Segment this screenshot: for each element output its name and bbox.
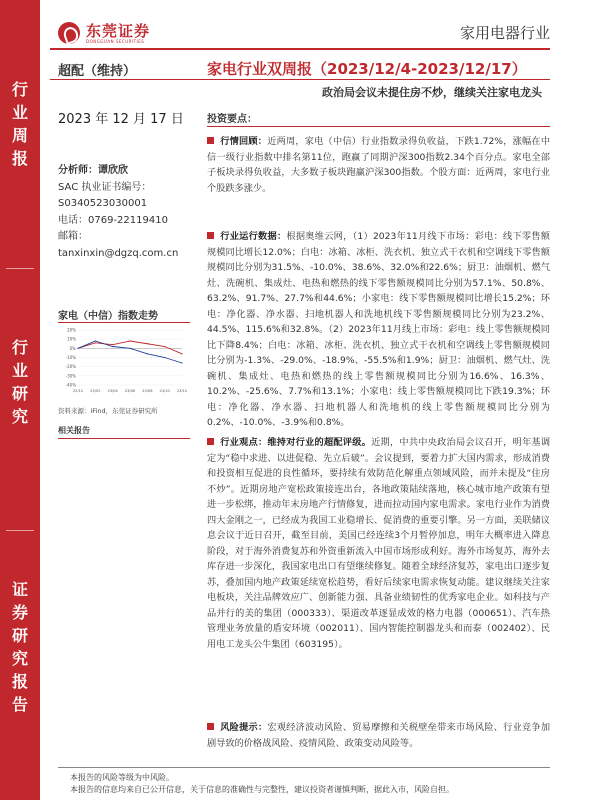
cert-label: SAC 执业证书编号： — [58, 181, 152, 193]
chart-series-line — [78, 341, 182, 354]
email-label: 邮箱： — [58, 231, 88, 242]
chart-point — [112, 344, 113, 345]
chart-y-tick-label: -20% — [65, 364, 76, 370]
chart-x-tick-label: 23/04 — [107, 389, 118, 393]
bullet-industry-view — [207, 435, 550, 652]
chart-point — [164, 357, 165, 358]
brand-name: 东莞证券 — [86, 21, 151, 40]
rating: 超配（维持） — [58, 64, 137, 79]
chart-point — [181, 362, 182, 363]
chart-source: 资料来源：iFind，东莞证券研究所 — [58, 407, 158, 415]
sidebar-divider — [6, 530, 34, 531]
chart-x-tick-label: 23/02 — [90, 389, 101, 393]
footer-disclaimer — [70, 772, 454, 796]
report-subtitle: 政治局会议未提住房不炒，继续关注家电龙头 — [322, 86, 542, 99]
brand-mark-icon — [58, 22, 80, 44]
chart-point — [95, 340, 96, 341]
bullet-risk-warning — [207, 720, 550, 751]
bullet-text: 宏观经济波动风险、贸易摩擦和关税壁垒带来市场风险、行业竞争加剧导致的价格战风险、疫情风险、政策变动风险等。 — [207, 722, 551, 749]
bullet-industry-data — [207, 229, 550, 431]
chart-y-tick-label: -10% — [65, 355, 76, 360]
bullet-text: 根据奥维云网，（1）2023年11月线下市场：彩电：线下零售额规模同比增长12.0%；白电：冰箱、冰柜、洗衣机、独立式干衣机和空调线下零售额规模同比分别为31.5%、-10.0%、38.6%、32.0%和22.6%；厨卫：油烟机、燃气灶、洗碗机、集成灶、电热和燃热的线下零售额规模同比分别为57.1%、50.8%、63.2%、91.7%、27.7%和44.6%；小家电：线下零售额规模同比增长15.2%；环电：净化器、净水器、扫地机器人和洗地机线下零售额规模同比分别为23.2%、44.5%、115.6%和32.8%。（2）2023年11月线上市场：彩电：线上零售额规模同比下降8.4%；白电：冰箱、冰柜、洗衣机、独立式干衣机和空调线上零售额规模同比分别为-1.3%、-29.0%、-18.9%、-55.5%和1.9%；厨卫：油烟机、燃气灶、洗碗机、集成灶、电热和燃热的线上零售额规模同比分别为16.6%、16.3%、10.2%、-25.6%、7.7%和13.1%；小家电：线上零售额规模同比下跌19.3%；环电：净化器、净水器、扫地机器人和洗地机的线上零售额规模同比分别为0.2%、-10.0%、-3.9%和0.8%。 — [207, 231, 550, 428]
sidebar-label-report: 证 券 研 究 报 告 — [11, 580, 28, 714]
footer-line: 本报告的风险等级为中风险。 — [70, 773, 174, 782]
chart-y-tick-label: 20% — [67, 327, 76, 333]
chart-y-tick-label: -40% — [65, 382, 76, 388]
bullet-label: 行业观点：维持对行业的超配评级。 — [220, 437, 372, 448]
chart-point — [129, 340, 130, 341]
title-divider — [50, 79, 550, 80]
chart-point — [147, 353, 148, 354]
report-date: 2023 年 12 月 17 日 — [58, 112, 184, 127]
chart-y-tick-label: 10% — [67, 336, 76, 342]
bullet-square-icon — [207, 232, 214, 239]
chart-point — [181, 353, 182, 354]
key-points-heading: 投资要点： — [207, 114, 257, 125]
brand-name-en: DONGGUAN SECURITIES — [86, 38, 145, 44]
sidebar-strip — [0, 0, 40, 800]
analyst-label: 分析师： — [58, 165, 98, 176]
cert-number: S0340523030001 — [58, 198, 148, 209]
index-trend-chart — [58, 327, 186, 395]
chart-x-tick-label: 23/08 — [142, 389, 153, 393]
chart-point — [164, 346, 165, 347]
bullet-square-icon — [207, 438, 214, 445]
chart-point — [112, 346, 113, 347]
sidebar-label-weekly: 行 业 周 报 — [11, 80, 28, 168]
footer-divider — [58, 767, 550, 768]
sidebar-label-research: 行 业 研 究 — [11, 338, 28, 426]
bullet-label: 行情回顾： — [220, 136, 268, 147]
bullet-square-icon — [207, 723, 214, 730]
chart-divider — [58, 322, 190, 323]
analyst-phone: 电话：0769-22119410 — [58, 214, 168, 226]
chart-y-tick-label: -30% — [65, 373, 76, 379]
related-reports-heading: 相关报告 — [58, 426, 90, 435]
bullet-text: 近两周，家电（中信）行业指数录得负收益，下跌1.72%，涨幅在中信一级行业指数中排名第11位，跑赢了同期沪深300指数2.34个百分点。家电全部子板块录得负收益，大多数子板块跑赢沪深300指数。个股方面：近两周，家电行业个股跌多涨少。 — [207, 136, 551, 194]
chart-point — [95, 342, 96, 343]
chart-title: 家电（中信）指数走势 — [58, 311, 158, 322]
chart-x-tick-label: 23/10 — [159, 389, 170, 393]
chart-y-tick-label: 0% — [69, 345, 76, 351]
bullet-market-review — [207, 134, 550, 196]
bullet-square-icon — [207, 137, 214, 144]
bullet-label: 风险提示： — [220, 722, 268, 733]
sidebar-divider — [6, 268, 34, 269]
brand-logo — [58, 22, 150, 44]
report-title: 家电行业双周报（2023/12/4-2023/12/17） — [207, 60, 527, 78]
analyst-email[interactable]: tanxinxin@dgzq.com.cn — [58, 247, 179, 259]
chart-point — [147, 343, 148, 344]
header-divider — [50, 48, 550, 50]
chart-x-tick-label: 23/12 — [176, 389, 188, 393]
chart-x-tick-label: 23/06 — [124, 389, 136, 393]
analyst-name: 谭欣欣 — [98, 165, 128, 176]
bullet-label: 行业运行数据： — [220, 231, 287, 242]
chart-point — [77, 348, 78, 349]
key-points-divider — [207, 126, 550, 127]
chart-x-tick-label: 22/12 — [72, 389, 84, 393]
industry-label: 家用电器行业 — [459, 24, 550, 42]
bullet-text: 近期，中共中央政治局会议召开，明年基调定为“稳中求进、以进促稳、先立后破”。会议提到，要着力扩大国内需求，形成消费和投资相互促进的良性循环，要持续有效防范化解重点领域风险，而并未提及“住房不炒”。近期房地产宽松政策接连出台，各地政策陆续落地，核心城市地产政策有望进一步松绑，推动年末房地产行情修复，进而拉动国内家电需求。家电行业作为消费四大金刚之一，已经成为我国工业稳增长、促消费的重要引擎。另一方面，美联储议息会议于近日召开，截至目前，美国已经连续3个月暂停加息，明年大概率进入降息阶段，对于海外消费复苏和外资重新流入中国市场形成利好。海外市场复苏，海外去库存进一步深化，我国家电出口有望继续修复。随着全球经济复苏，家电出口逐步复苏，叠加国内地产政策延续宽松趋势，看好后续家电需求恢复动能。建议继续关注家电板块，关注品牌效应广、创新能力强、具备业绩韧性的优秀家电企业。如科技与产品并行的美的集团（000333）、渠道改革逐显成效的格力电器（000651）、汽车热管理业务放量的盾安环境（002011）、国内智能控制器龙头和而泰（002402）、民用电工龙头公牛集团（603195）。 — [207, 437, 551, 650]
footer-line: 本报告的信息均来自已公开信息，关于信息的准确性与完整性，建议投资者谨慎判断，据此入市，风险自担。 — [70, 785, 454, 794]
chart-series-line — [78, 341, 182, 363]
chart-point — [129, 348, 130, 349]
analyst-info — [58, 163, 178, 262]
related-divider — [58, 438, 190, 439]
